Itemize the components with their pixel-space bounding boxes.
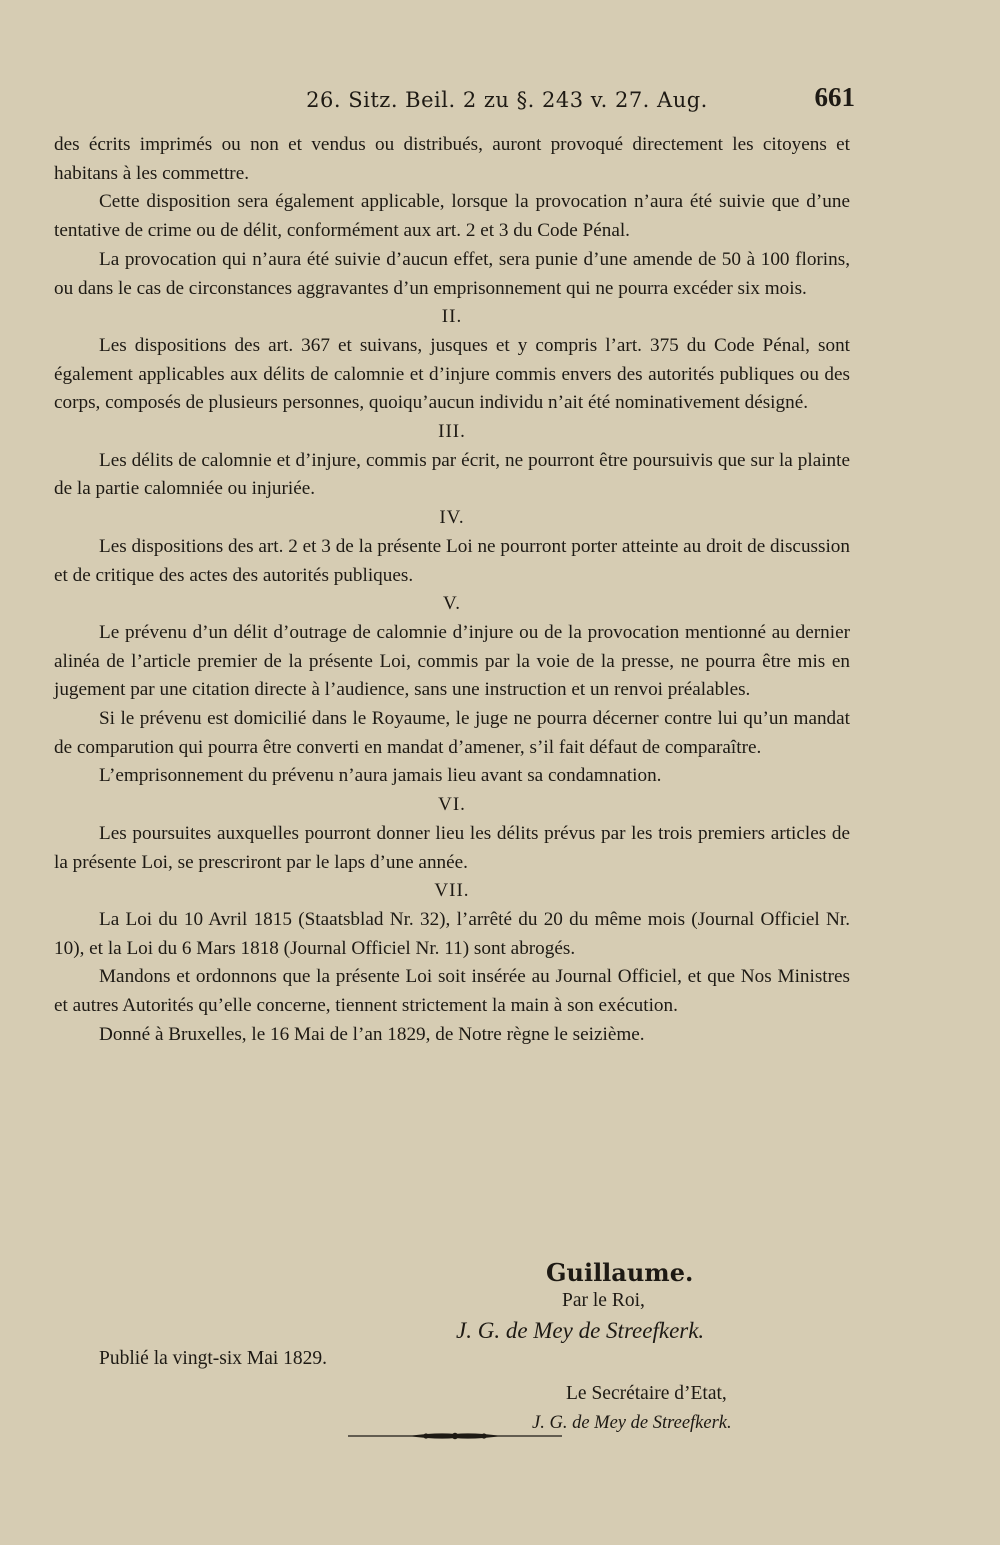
paragraph: Les poursuites auxquelles pourront donner lieu les délits prévus par les trois premiers articles de la présente Loi, se prescriront par le laps d’une année. xyxy=(54,822,850,873)
article-number-vi: VI. xyxy=(438,794,466,816)
minister-signature: J. G. de Mey de Streefkerk. xyxy=(456,1318,705,1343)
paragraph: La provocation qui n’aura été suivie d’aucun effet, sera punie d’une amende de 50 à 100 florins, ou dans le cas de circonstances aggravantes d’un emprisonnement qui ne pourra excéder six mois. xyxy=(54,248,850,299)
page-header xyxy=(54,82,855,112)
paragraph: Cette disposition sera également applicable, lorsque la provocation n’aura été suivie que d’une tentative de crime ou de délit, conformément aux art. 2 et 3 du Code Pénal. xyxy=(54,191,850,242)
paragraph: Mandons et ordonnons que la présente Loi soit insérée au Journal Officiel, et que Nos Ministres et autres Autorités qu’elle concerne, tiennent strictement la main à son exécution. xyxy=(54,966,850,1017)
signature-block xyxy=(54,1252,850,1452)
paragraph: Le prévenu d’un délit d’outrage de calomnie d’injure ou de la provocation mentionné au dernier alinéa de l’article premier de la présente Loi, commis par la voie de la presse, ne pourra être mis en jugement par une citation directe à l’audience, sans une instruction et un renvoi préalables. xyxy=(54,621,850,701)
publication-date: Publié la vingt-six Mai 1829. xyxy=(99,1348,328,1369)
paragraph: Si le prévenu est domicilié dans le Royaume, le juge ne pourra décerner contre lui qu’un mandat de comparution qui pourra être converti en mandat d’amener, s’il fait défaut de comparaître. xyxy=(54,708,850,758)
paragraph-continued: des écrits imprimés ou non et vendus ou distribués, auront provoqué directement les citoyens et habitans à les commettre. xyxy=(54,134,850,184)
running-head: 26. Sitz. Beil. 2 zu §. 243 v. 27. Aug. xyxy=(306,88,708,112)
paragraph: Les dispositions des art. 2 et 3 de la présente Loi ne pourront porter atteinte au droit de discussion et de critique des actes des autorités publiques. xyxy=(54,535,850,586)
ornament-rule xyxy=(348,1432,562,1440)
paragraph: La Loi du 10 Avril 1815 (Staatsblad Nr. 32), l’arrêté du 20 du même mois (Journal Officiel Nr. 10), et la Loi du 6 Mars 1818 (Journal Officiel Nr. 11) sont abrogés. xyxy=(54,908,850,959)
article-number-ii: II. xyxy=(441,306,463,328)
paragraph: Donné à Bruxelles, le 16 Mai de l’an 1829, de Notre règne le seizième. xyxy=(99,1023,645,1045)
body-text xyxy=(54,131,850,1050)
secretary-title: Le Secrétaire d’Etat, xyxy=(566,1383,727,1404)
paragraph: Les dispositions des art. 367 et suivans, jusques et y compris l’art. 375 du Code Pénal, sont également applicables aux délits de calomnie et d’injure commis envers des autorités publiques ou des corps, composés de plusieurs personnes, quoiqu’aucun individu n’ait été nominativement désigné. xyxy=(54,334,850,414)
king-signature: Guillaume. xyxy=(546,1258,694,1287)
paragraph: Les délits de calomnie et d’injure, commis par écrit, ne pourront être poursuivis que sur la plainte de la partie calomniée ou injuriée. xyxy=(54,449,850,500)
article-number-iv: IV. xyxy=(439,507,465,529)
article-number-v: V. xyxy=(442,593,462,615)
paragraph: L’emprisonnement du prévenu n’aura jamais lieu avant sa condamnation. xyxy=(99,765,662,787)
par-le-roi: Par le Roi, xyxy=(562,1290,645,1311)
secretary-signature: J. G. de Mey de Streefkerk. xyxy=(532,1413,732,1433)
article-number-vii: VII. xyxy=(434,880,470,902)
page-number: 661 xyxy=(814,82,855,112)
article-number-iii: III. xyxy=(438,421,466,443)
